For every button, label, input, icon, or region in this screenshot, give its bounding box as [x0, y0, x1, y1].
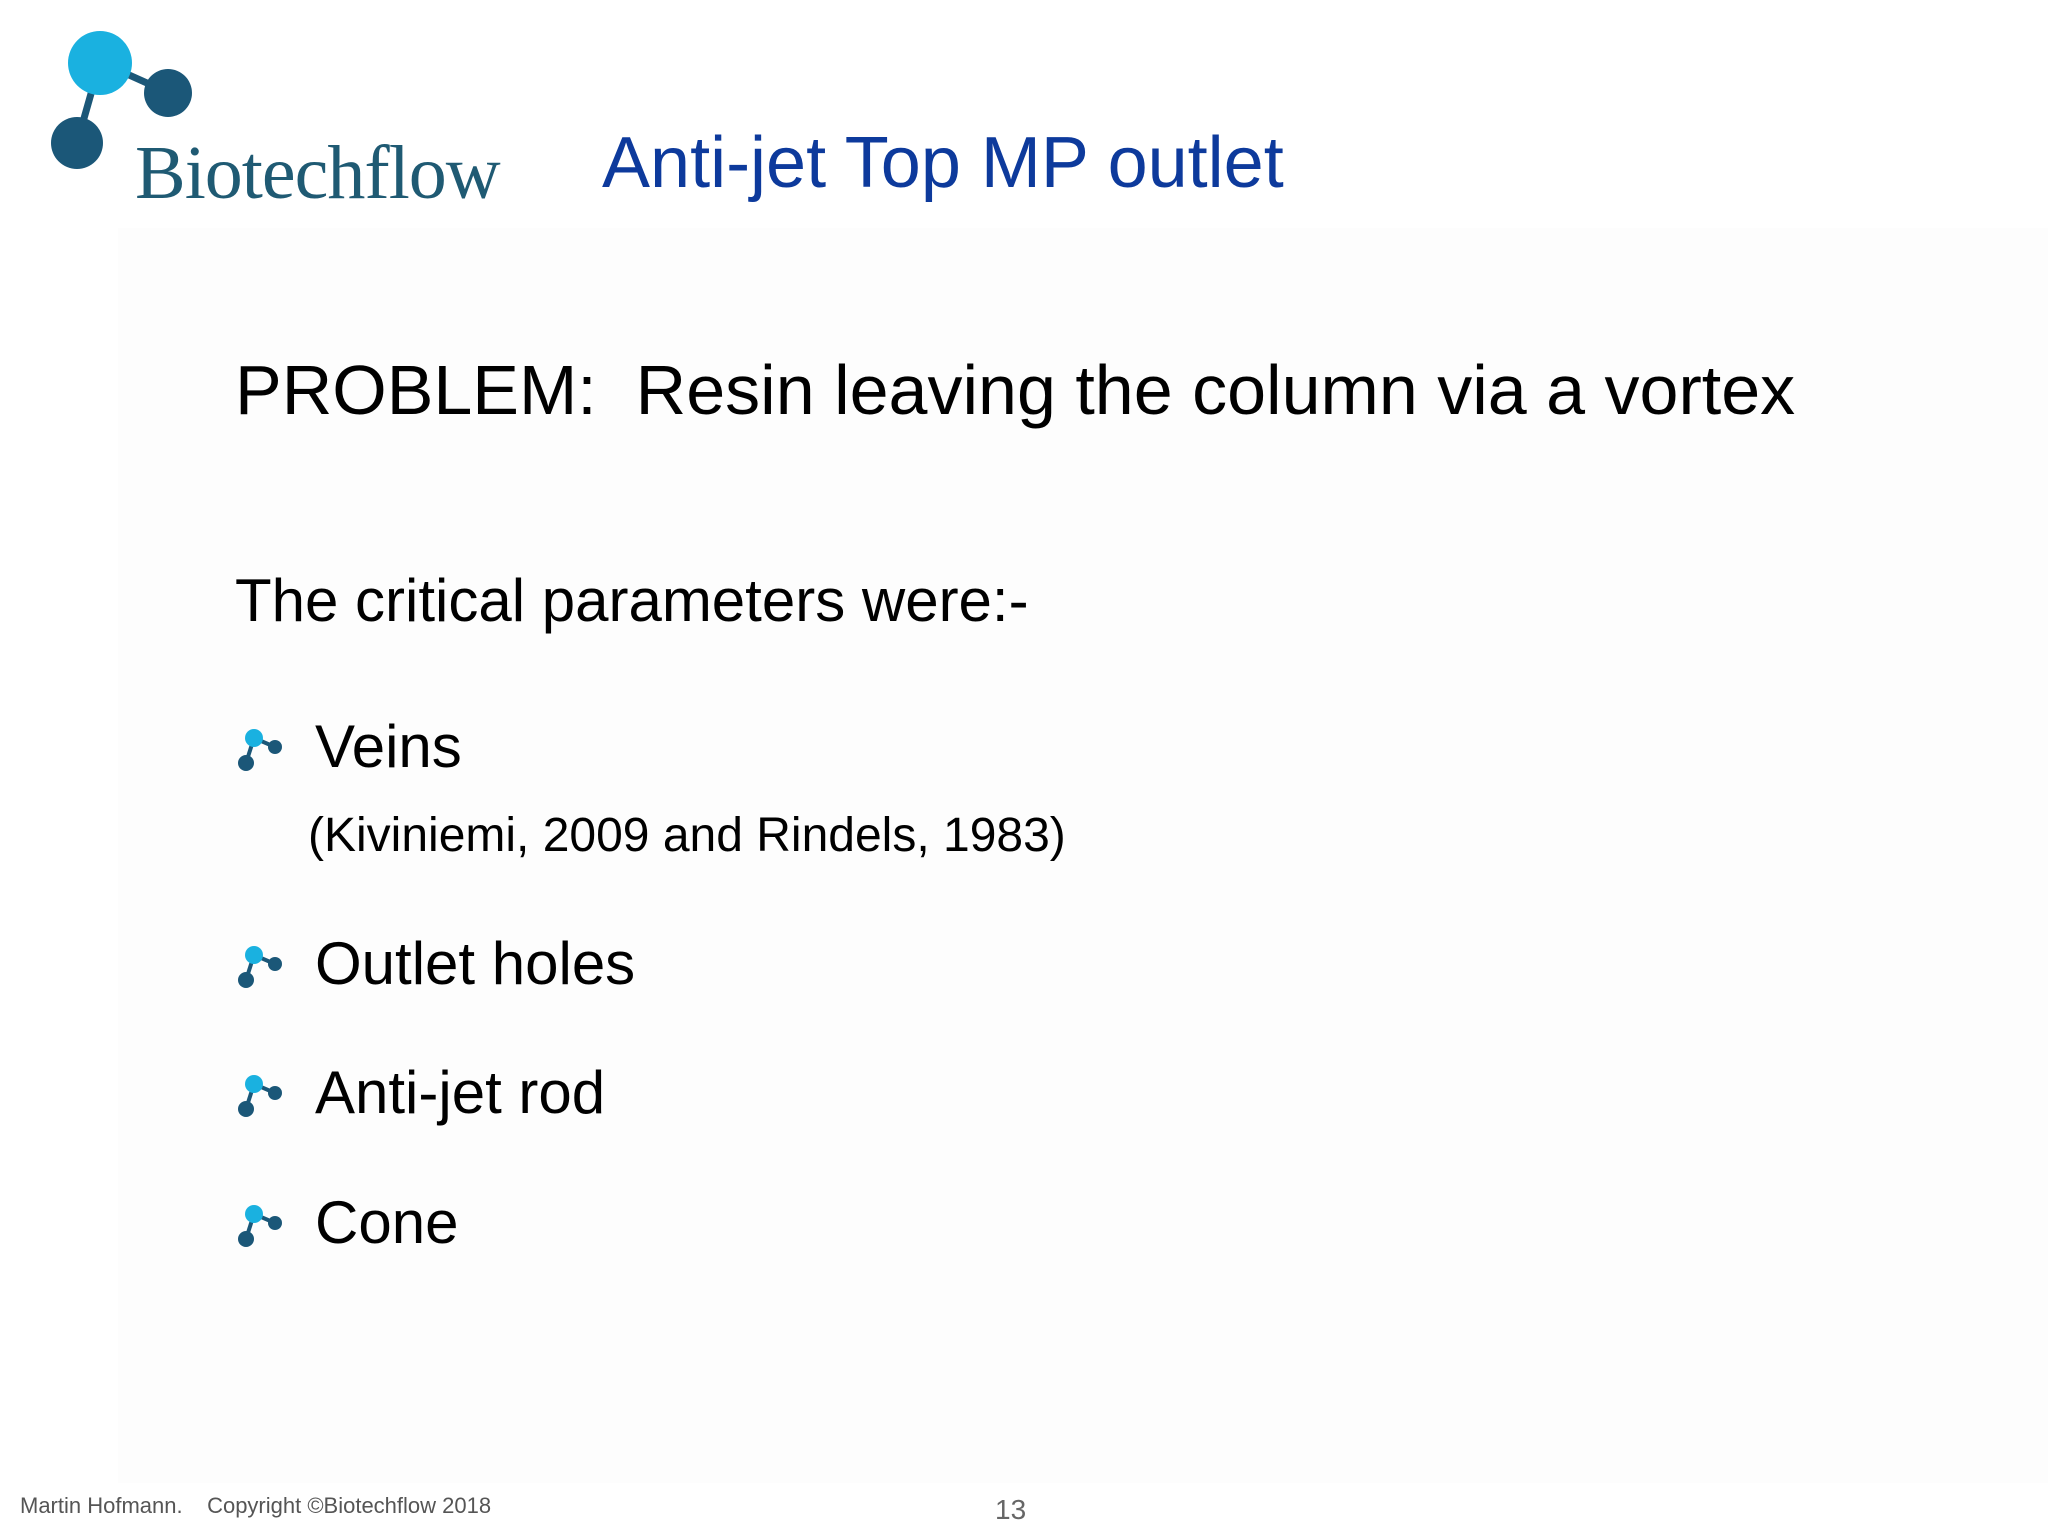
logo-wordmark: Biotechflow: [135, 131, 500, 215]
molecule-bullet-icon: [235, 1202, 285, 1252]
footer-copyright: Martin Hofmann. Copyright ©Biotechflow 2018: [20, 1493, 492, 1518]
bullet-label: Veins: [315, 713, 462, 780]
page-number: 13: [995, 1494, 1027, 1525]
biotechflow-logo: [40, 30, 540, 215]
citation: (Kiviniemi, 2009 and Rindels, 1983): [308, 809, 1066, 862]
bullet-label: Anti-jet rod: [315, 1059, 606, 1126]
slide-title: Anti-jet Top MP outlet: [602, 123, 1284, 203]
problem-statement: PROBLEM: Resin leaving the column via a vortex: [235, 351, 1796, 429]
molecule-bullet-icon: [235, 726, 285, 776]
bullet-label: Cone: [315, 1189, 459, 1256]
intro-text: The critical parameters were:-: [235, 567, 1029, 634]
molecule-bullet-icon: [235, 1072, 285, 1122]
bullet-label: Outlet holes: [315, 930, 636, 997]
molecule-bullet-icon: [235, 943, 285, 993]
